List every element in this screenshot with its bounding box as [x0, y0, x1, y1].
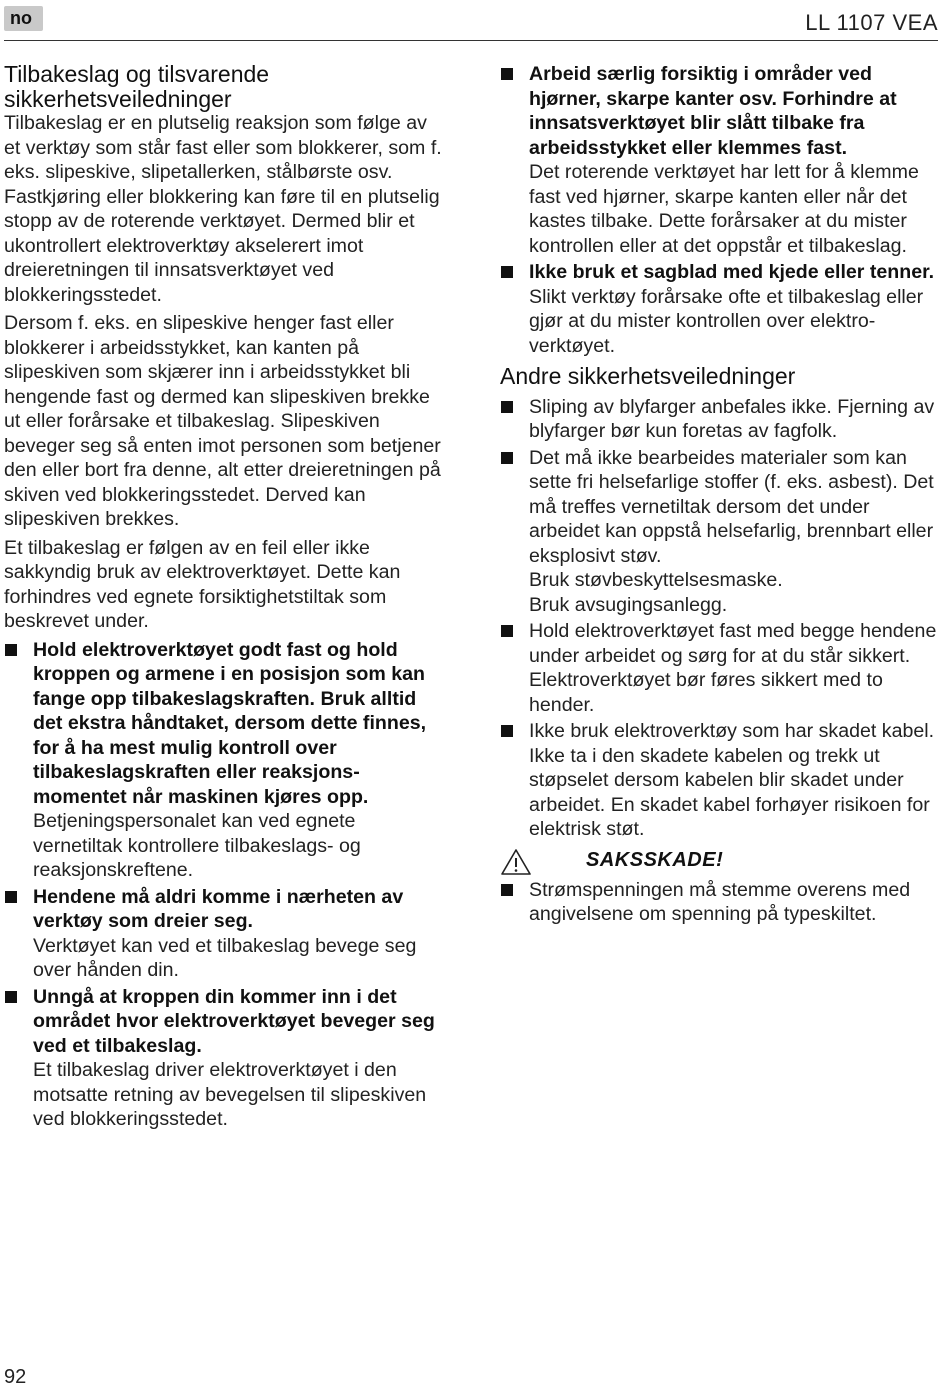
- warning-label: SAKSSKADE!: [586, 848, 724, 871]
- item-bold-text: Hold elektroverktøyet godt fast og hold kroppen og armene i en posisjon som kan fange opp tilbakeslagskraften. Bruk alltid det ekstra håndtaket, dersom dette finnes, for å ha mest mulig kontroll over tilbakeslagskraften eller reaksjonsmomentet når maskinen kjøres opp.: [33, 638, 427, 808]
- section-heading-other-safety: Andre sikkerhetsveiledninger: [500, 363, 796, 389]
- left-column: [4, 62, 446, 1134]
- item-text: Ikke bruk elektroverktøy som har skadet kabel. Ikke ta i den skadete kabelen og trekk ut støpselet dersom kabelen blir skadet under arbeidet. En skadet kabel forhøyer risikoen for elektrisk støt.: [529, 720, 935, 840]
- square-bullet-icon: [501, 625, 513, 637]
- item-text: Slikt verktøy forårsake ofte et tilbakeslag eller gjør at du mister kontrollen over elektroverktøyet.: [529, 285, 924, 357]
- square-bullet-icon: [501, 401, 513, 413]
- item-text: Det roterende verktøyet har lett for å klemme fast ved hjørner, skarpe kanten eller når det kastes tilbake. Dette forårsaker at du mister kontrollen eller at det oppstår et tilbakeslag.: [529, 161, 919, 257]
- list-item: [500, 62, 940, 258]
- section-heading-kickback: Tilbakeslag og tilsvarende sikkerhetsveiledninger: [4, 61, 270, 112]
- item-text: Bruk støvbeskyttelsesmaske.: [529, 569, 783, 591]
- list-item: [500, 395, 940, 444]
- item-bold-text: Arbeid særlig forsiktig i områder ved hjørner, skarpe kanter osv. Forhindre at innsatsverktøyet blir slått tilbake fra arbeidsstykket eller klemmes fast.: [529, 63, 897, 159]
- item-text: Sliping av blyfarger anbefales ikke. Fjerning av blyfarger bør kun foretas av fagfolk.: [529, 395, 935, 442]
- list-item: [500, 446, 940, 618]
- item-text: Verktøyet kan ved et tilbakeslag bevege seg over hånden din.: [33, 934, 417, 981]
- item-text: Hold elektroverktøyet fast med begge hendene under arbeidet og sørg for at du står sikkert. Elektroverktøyet bør føres sikkert med to hender.: [529, 620, 937, 716]
- square-bullet-icon: [5, 891, 17, 903]
- item-bold-text: Hendene må aldri komme i nærheten av verktøy som dreier seg.: [33, 885, 404, 932]
- square-bullet-icon: [5, 991, 17, 1003]
- paragraph: Dersom f. eks. en slipeskive henger fast eller blokkerer i arbeidsstykket, kan kanten på slipeskiven som skjærer inn i arbeidsstykket bli hengende fast og dermed kan slipeskiven brekke ut eller forårsake et tilbakeslag. Slipeskiven beveger seg så enten imot personen som betjener den eller bort fra denne, alt etter dreieretningen på skiven ved blokkeringsstedet. Derved kan slipeskiven brekkes.: [4, 312, 441, 530]
- square-bullet-icon: [501, 266, 513, 278]
- warning-triangle-icon: [500, 848, 532, 876]
- model-number: LL 1107 VEA: [805, 10, 938, 35]
- list-item: [4, 638, 446, 883]
- item-text: Strømspenningen må stemme overens med angivelsene om spenning på typeskiltet.: [529, 878, 911, 925]
- page-number: 92: [4, 1366, 27, 1388]
- language-badge: no: [4, 6, 43, 31]
- paragraph: Et tilbakeslag er følgen av en feil eller ikke sakkyndig bruk av elektroverktøyet. Dette kan forhindres ved egnete forsiktighetstiltak som beskrevet under.: [4, 536, 401, 632]
- list-item: [500, 260, 940, 358]
- item-text: Et tilbakeslag driver elektroverktøyet i den motsatte retning av bevegelsen til slipeskiven ved blokkeringsstedet.: [33, 1059, 427, 1130]
- list-item: [500, 878, 940, 927]
- item-text: Det må ikke bearbeides materialer som kan sette fri helsefarlige stoffer (f. eks. asbest). Det må treffes vernetiltak dersom det under arbeidet kan oppstå helsefarlig, brennbart eller eksplosivt støv.: [529, 446, 934, 567]
- item-bold-text: Ikke bruk et sagblad med kjede eller tenner.: [529, 261, 935, 283]
- item-text: Betjeningspersonalet kan ved egnete vernetiltak kontrollere tilbakeslags- og reaksjonskreftene.: [33, 810, 361, 881]
- list-item: [500, 619, 940, 717]
- list-item: [500, 719, 940, 842]
- property-damage-warning: [500, 848, 940, 876]
- item-bold-text: Unngå at kroppen din kommer inn i det området hvor elektroverktøyet beveger seg ved et tilbakeslag.: [33, 985, 435, 1057]
- square-bullet-icon: [501, 68, 513, 80]
- right-column: [500, 62, 940, 929]
- list-item: [4, 985, 446, 1132]
- square-bullet-icon: [5, 644, 17, 656]
- header-rule: [4, 40, 938, 41]
- square-bullet-icon: [501, 452, 513, 464]
- square-bullet-icon: [501, 884, 513, 896]
- item-text: Bruk avsugingsanlegg.: [529, 593, 728, 616]
- list-item: [4, 885, 446, 983]
- square-bullet-icon: [501, 725, 513, 737]
- paragraph: Tilbakeslag er en plutselig reaksjon som følge av et verktøy som står fast eller som blokkerer, som f. eks. slipeskive, slipetallerken, stålbørste osv. Fastkjøring eller blokkering kan føre til en plutselig stopp av de roterende verktøyet. Dermed blir et ukontrollert elektroverktøy akselerert imot dreieretningen til innsatsverktøyet ved blokkeringsstedet.: [4, 112, 442, 306]
